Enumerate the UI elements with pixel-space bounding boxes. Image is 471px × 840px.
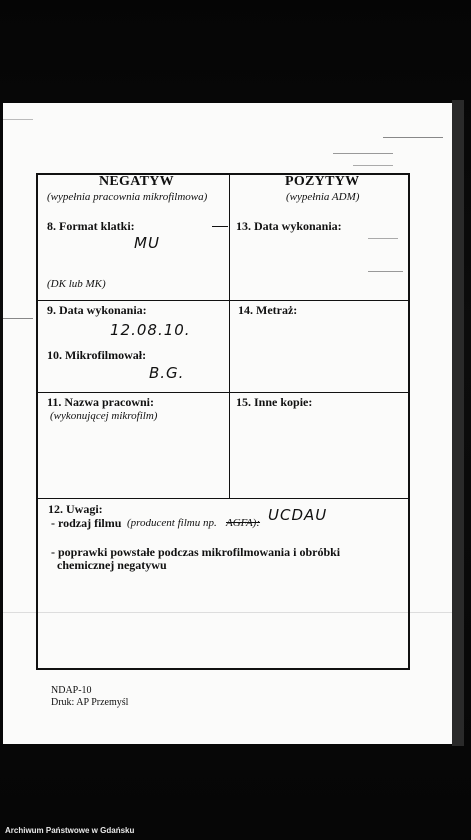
poprawki-label-cont: chemicznej negatywu: [57, 558, 167, 572]
pozytyw-title: POZYTYW: [285, 174, 360, 189]
pozytyw-subtitle: (wypełnia ADM): [286, 191, 360, 203]
data-wykonania-pozytyw-label: 13. Data wykonania:: [236, 219, 342, 233]
stray-mark: [353, 165, 393, 166]
format-klatki-label: 8. Format klatki:: [47, 219, 135, 233]
archive-label: Archiwum Państwowe w Gdańsku: [5, 826, 135, 835]
rodzaj-filmu-label: - rodzaj filmu: [51, 516, 122, 530]
row-divider: [37, 392, 409, 393]
row-divider: [37, 498, 409, 499]
format-klatki-value: MU: [134, 234, 160, 252]
mikrofilmowal-value: B.G.: [149, 364, 185, 382]
paper-edge-shadow: [452, 100, 464, 746]
negatyw-subtitle: (wypełnia pracownia mikrofilmowa): [47, 191, 208, 203]
inne-kopie-label: 15. Inne kopie:: [236, 395, 313, 409]
rodzaj-filmu-value: UCDAU: [268, 506, 328, 524]
form-code: NDAP-10: [51, 685, 92, 696]
data-wykonania-value: 12.08.10.: [110, 321, 191, 339]
stray-mark: [383, 137, 443, 138]
row-divider: [37, 300, 409, 301]
nazwa-pracowni-label: 11. Nazwa pracowni:: [47, 395, 154, 409]
metraz-label: 14. Metraż:: [238, 303, 298, 317]
form-baseline-mark: [212, 226, 228, 227]
poprawki-label: - poprawki powstałe podczas mikrofilmowania i obróbki: [51, 545, 341, 559]
stray-mark: [3, 318, 33, 319]
print-info: Druk: AP Przemyśl: [51, 697, 129, 708]
stray-mark: [333, 153, 393, 154]
data-wykonania-label: 9. Data wykonania:: [47, 303, 147, 317]
rodzaj-filmu-hint: (producent filmu np.: [127, 517, 217, 529]
stray-mark: [3, 119, 33, 120]
uwagi-label: 12. Uwagi:: [48, 502, 103, 516]
mikrofilmowal-label: 10. Mikrofilmował:: [47, 348, 147, 362]
nazwa-pracowni-sub: (wykonującej mikrofilm): [50, 410, 158, 422]
format-klatki-note: (DK lub MK): [47, 278, 106, 290]
rodzaj-filmu-example: AGFA):: [226, 517, 261, 529]
negatyw-title: NEGATYW: [99, 174, 174, 189]
column-divider: [229, 174, 230, 498]
